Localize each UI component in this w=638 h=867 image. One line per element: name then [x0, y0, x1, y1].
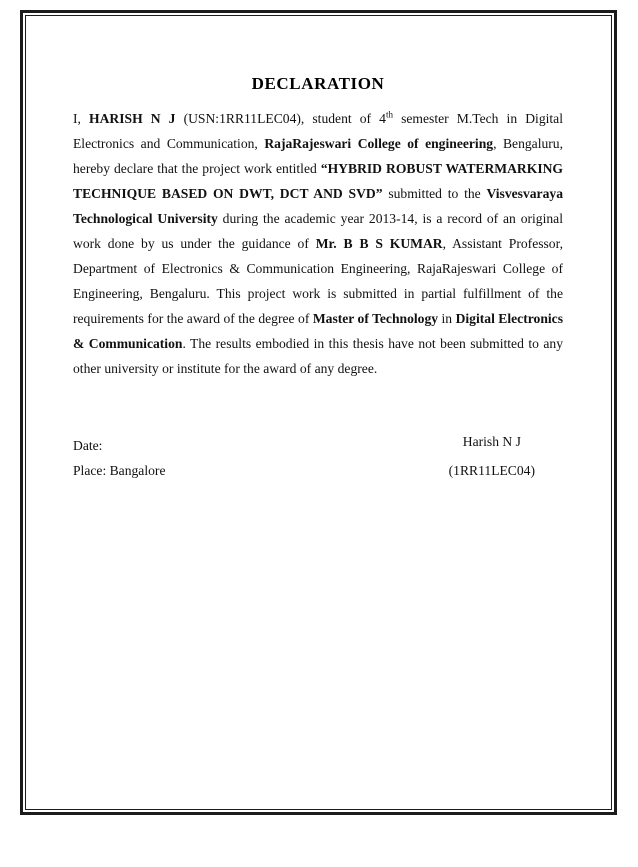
signature-name: Harish N J [462, 434, 521, 449]
page-border-outer [20, 10, 617, 815]
page-title: DECLARATION [251, 74, 385, 93]
signature-section [73, 433, 563, 485]
signature-usn: (1RR11LEC04) [448, 463, 535, 478]
signature-block [449, 427, 535, 485]
place-label: Place: Bangalore [73, 463, 166, 478]
page-border-inner [25, 15, 612, 810]
date-place-block [73, 433, 165, 483]
declaration-paragraph: I, HARISH N J (USN:1RR11LEC04), student of 4th semester M.Tech in Digital Electronics and Communication, RajaRajeswari College of engineering, Bengaluru, hereby declare that the project work entitled “HYBRID ROBUST WATERMARKING TECHNIQUE BASED ON DWT, DCT AND SVD” submitted to the Visvesvaraya Technological University during the academic year 2013-14, is a record of an original work done by us under the guidance of Mr. B B S KUMAR, Assistant Professor, Department of Electronics & Communication Engineering, RajaRajeswari College of Engineering, Bengaluru. This project work is submitted in partial fulfillment of the requirements for the award of the degree of Master of Technology in Digital Electronics & Communication. The results embodied in this thesis have not been submitted to any other university or institute for the award of any degree. [73, 109, 564, 376]
date-label: Date: [73, 438, 103, 453]
page-content [26, 74, 611, 867]
